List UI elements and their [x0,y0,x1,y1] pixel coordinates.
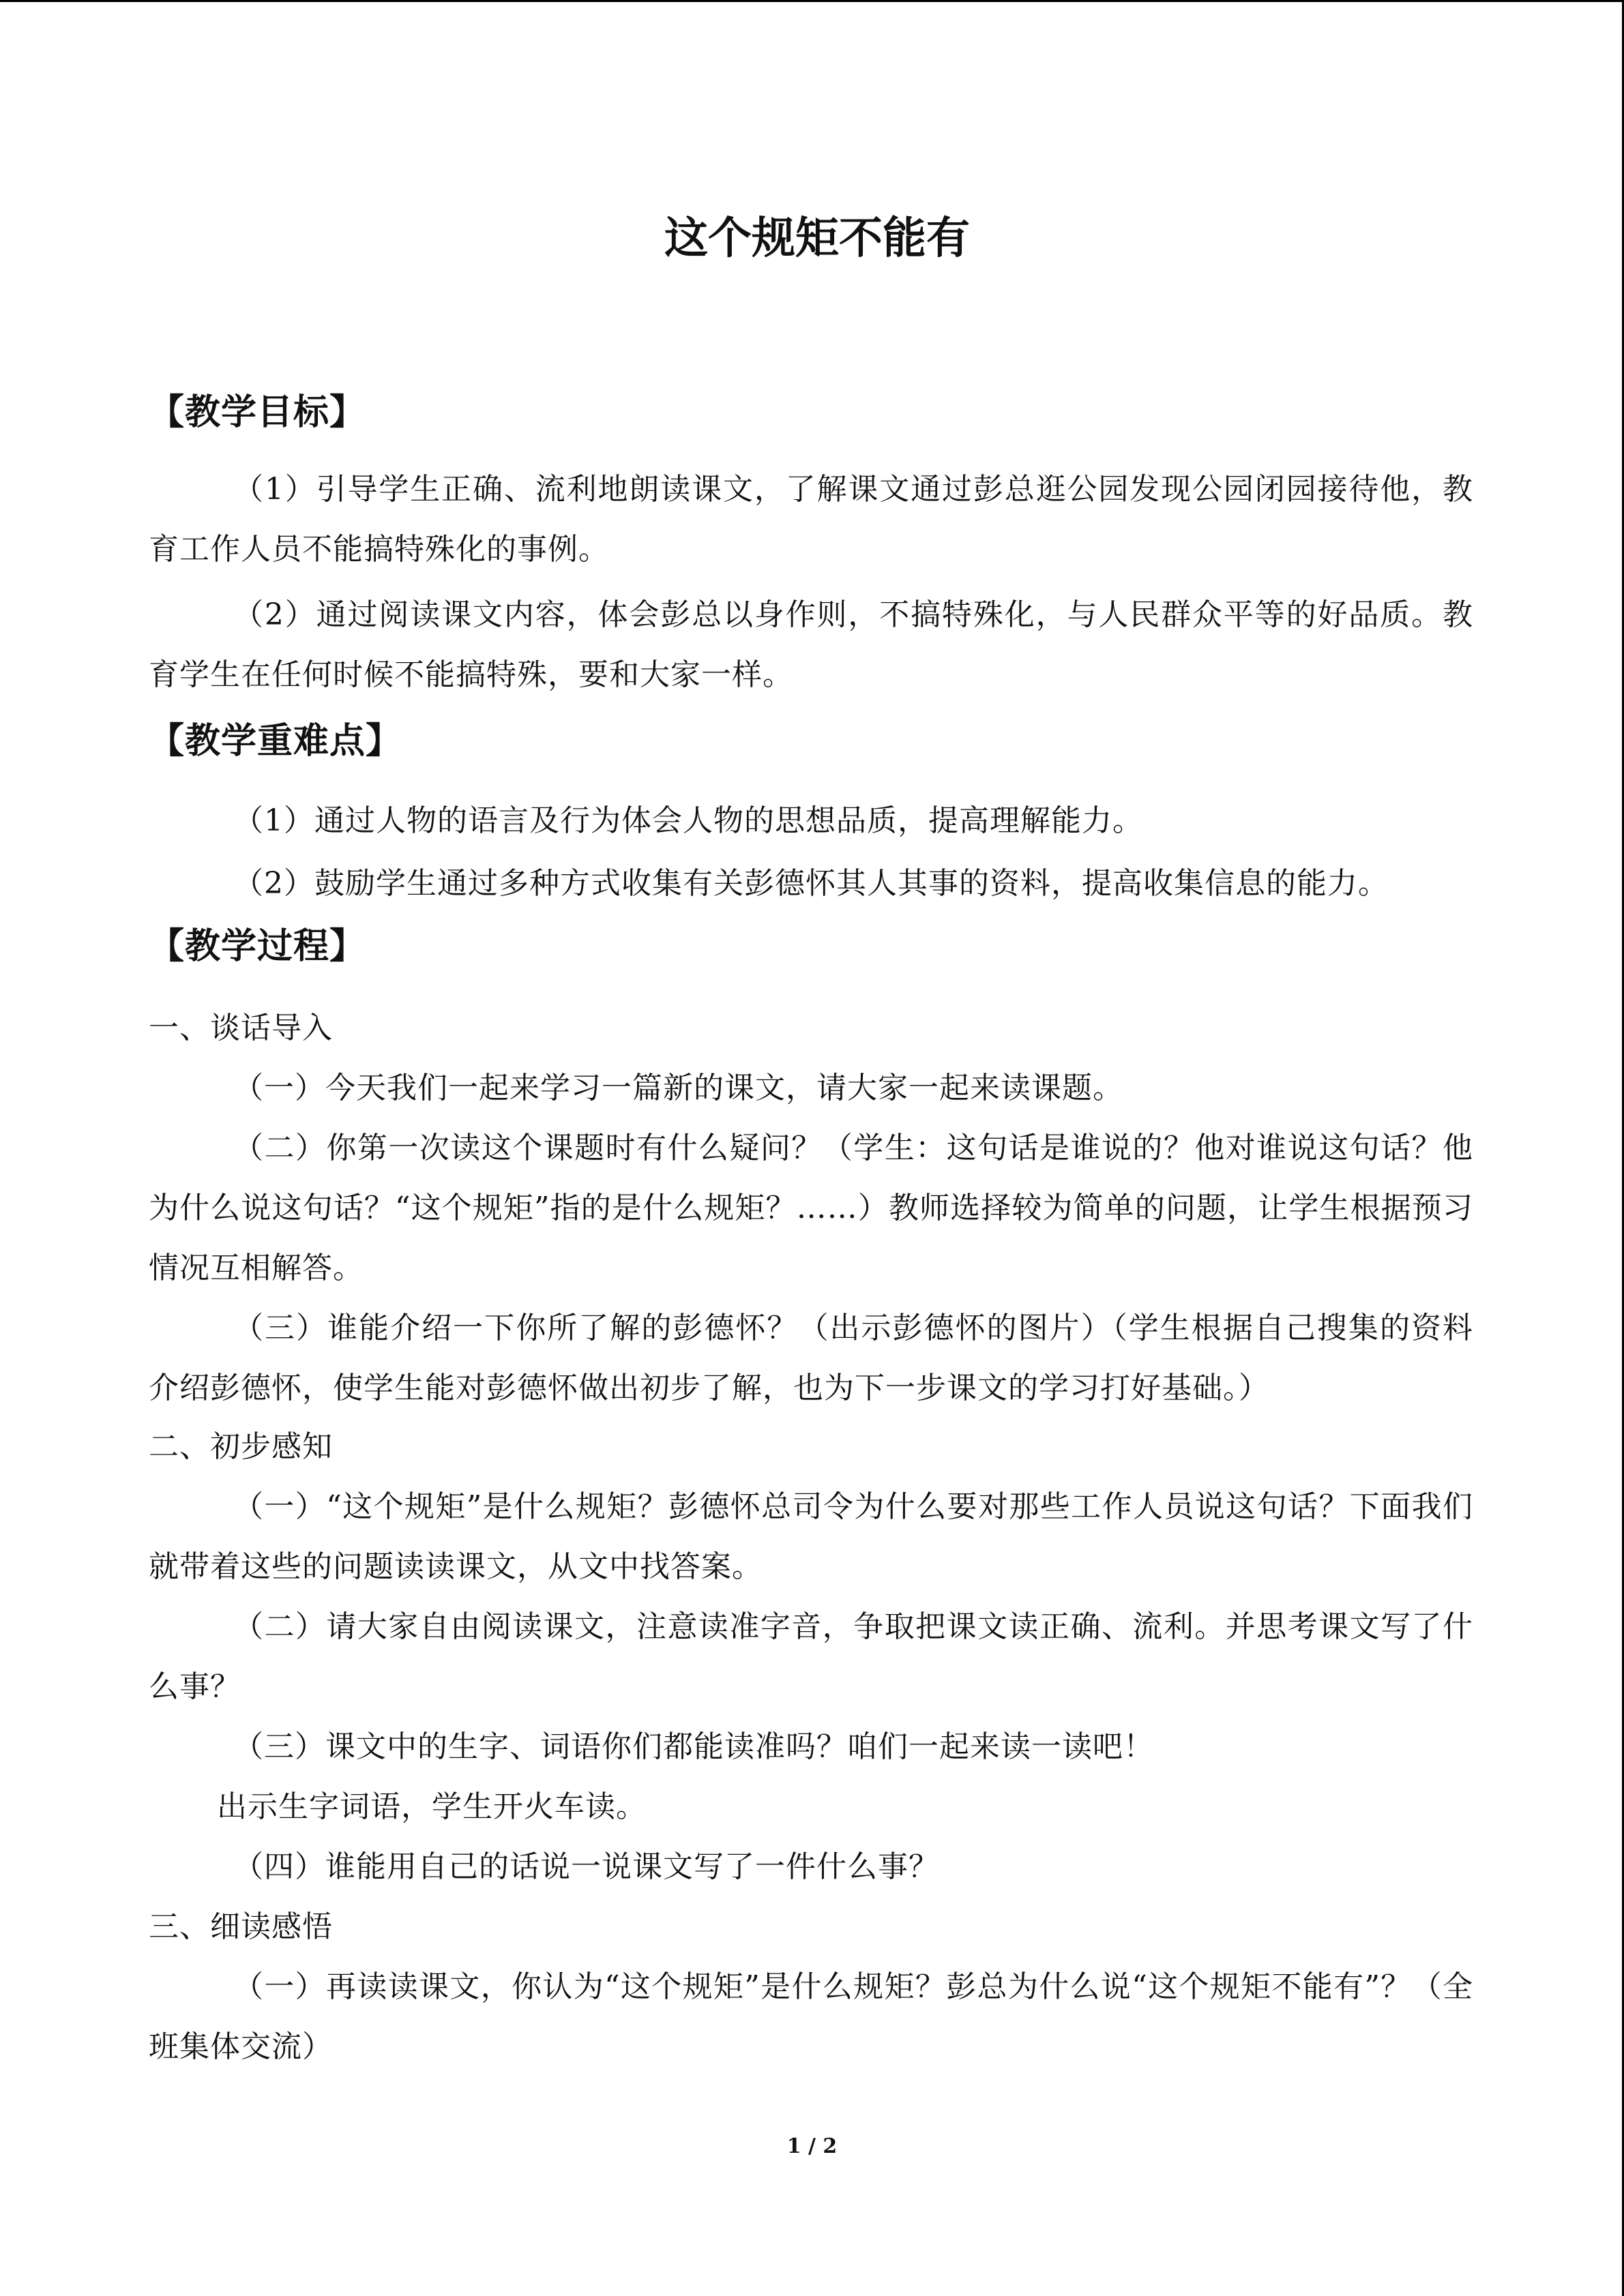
section-2-item-1: （一）“这个规矩”是什么规矩？彭德怀总司令为什么要对那些工作人员说这句话？下面我们就带着这些的问题读读课文，从文中找答案。 [149,1489,1473,1584]
section-3-item-1: （一）再读读课文，你认为“这个规矩”是什么规矩？彭总为什么说“这个规矩不能有”？（全班集体交流） [149,1969,1473,2064]
section-1-item-3: （三）谁能介绍一下你所了解的彭德怀？（出示彭德怀的图片）（学生根据自己搜集的资料介绍彭德怀，使学生能对彭德怀做出初步了解，也为下一步课文的学习打好基础。） [149,1311,1473,1405]
page-title: 这个规矩不能有 [664,213,970,264]
page-border-top [0,0,1624,2]
section-1-item-1: （一）今天我们一起来学习一篇新的课文，请大家一起来读课题。 [233,1071,1123,1105]
section-2-item-3: （三）课文中的生字、词语你们都能读准吗？咱们一起来读一读吧！ [233,1729,1154,1764]
section-1-item-2: （二）你第一次读这个课题时有什么疑问？（学生：这句话是谁说的？他对谁说这句话？他为什么说这句话？“这个规矩”指的是什么规矩？……）教师选择较为简单的问题，让学生根据预习情况互相解答。 [149,1131,1473,1285]
page-number: 1 / 2 [786,2134,838,2158]
teaching-goals-item-1: （1）引导学生正确、流利地朗读课文，了解课文通过彭总逛公园发现公园闭园接待他，教育工作人员不能搞特殊化的事例。 [149,472,1473,567]
section-2-item-4: 出示生字词语，学生开火车读。 [217,1789,647,1824]
section-2-item-5: （四）谁能用自己的话说一说课文写了一件什么事？ [233,1849,939,1884]
section-title-2: 二、初步感知 [149,1429,333,1464]
teaching-goals-item-2: （2）通过阅读课文内容，体会彭总以身作则，不搞特殊化，与人民群众平等的好品质。教育学生在任何时候不能搞特殊，要和大家一样。 [149,597,1473,692]
section-title-3: 三、细读感悟 [149,1909,333,1944]
key-difficulties-item-1: （1）通过人物的语言及行为体会人物的思想品质，提高理解能力。 [233,803,1143,838]
key-difficulties-item-2: （2）鼓励学生通过多种方式收集有关彭德怀其人其事的资料，提高收集信息的能力。 [233,866,1389,901]
section-title-1: 一、谈话导入 [149,1011,333,1045]
key-difficulties-heading: 【教学重难点】 [149,721,402,762]
teaching-goals-heading: 【教学目标】 [149,392,366,433]
section-2-item-2: （二）请大家自由阅读课文，注意读准字音，争取把课文读正确、流利。并思考课文写了什么事？ [149,1609,1473,1704]
teaching-process-heading: 【教学过程】 [149,926,366,967]
